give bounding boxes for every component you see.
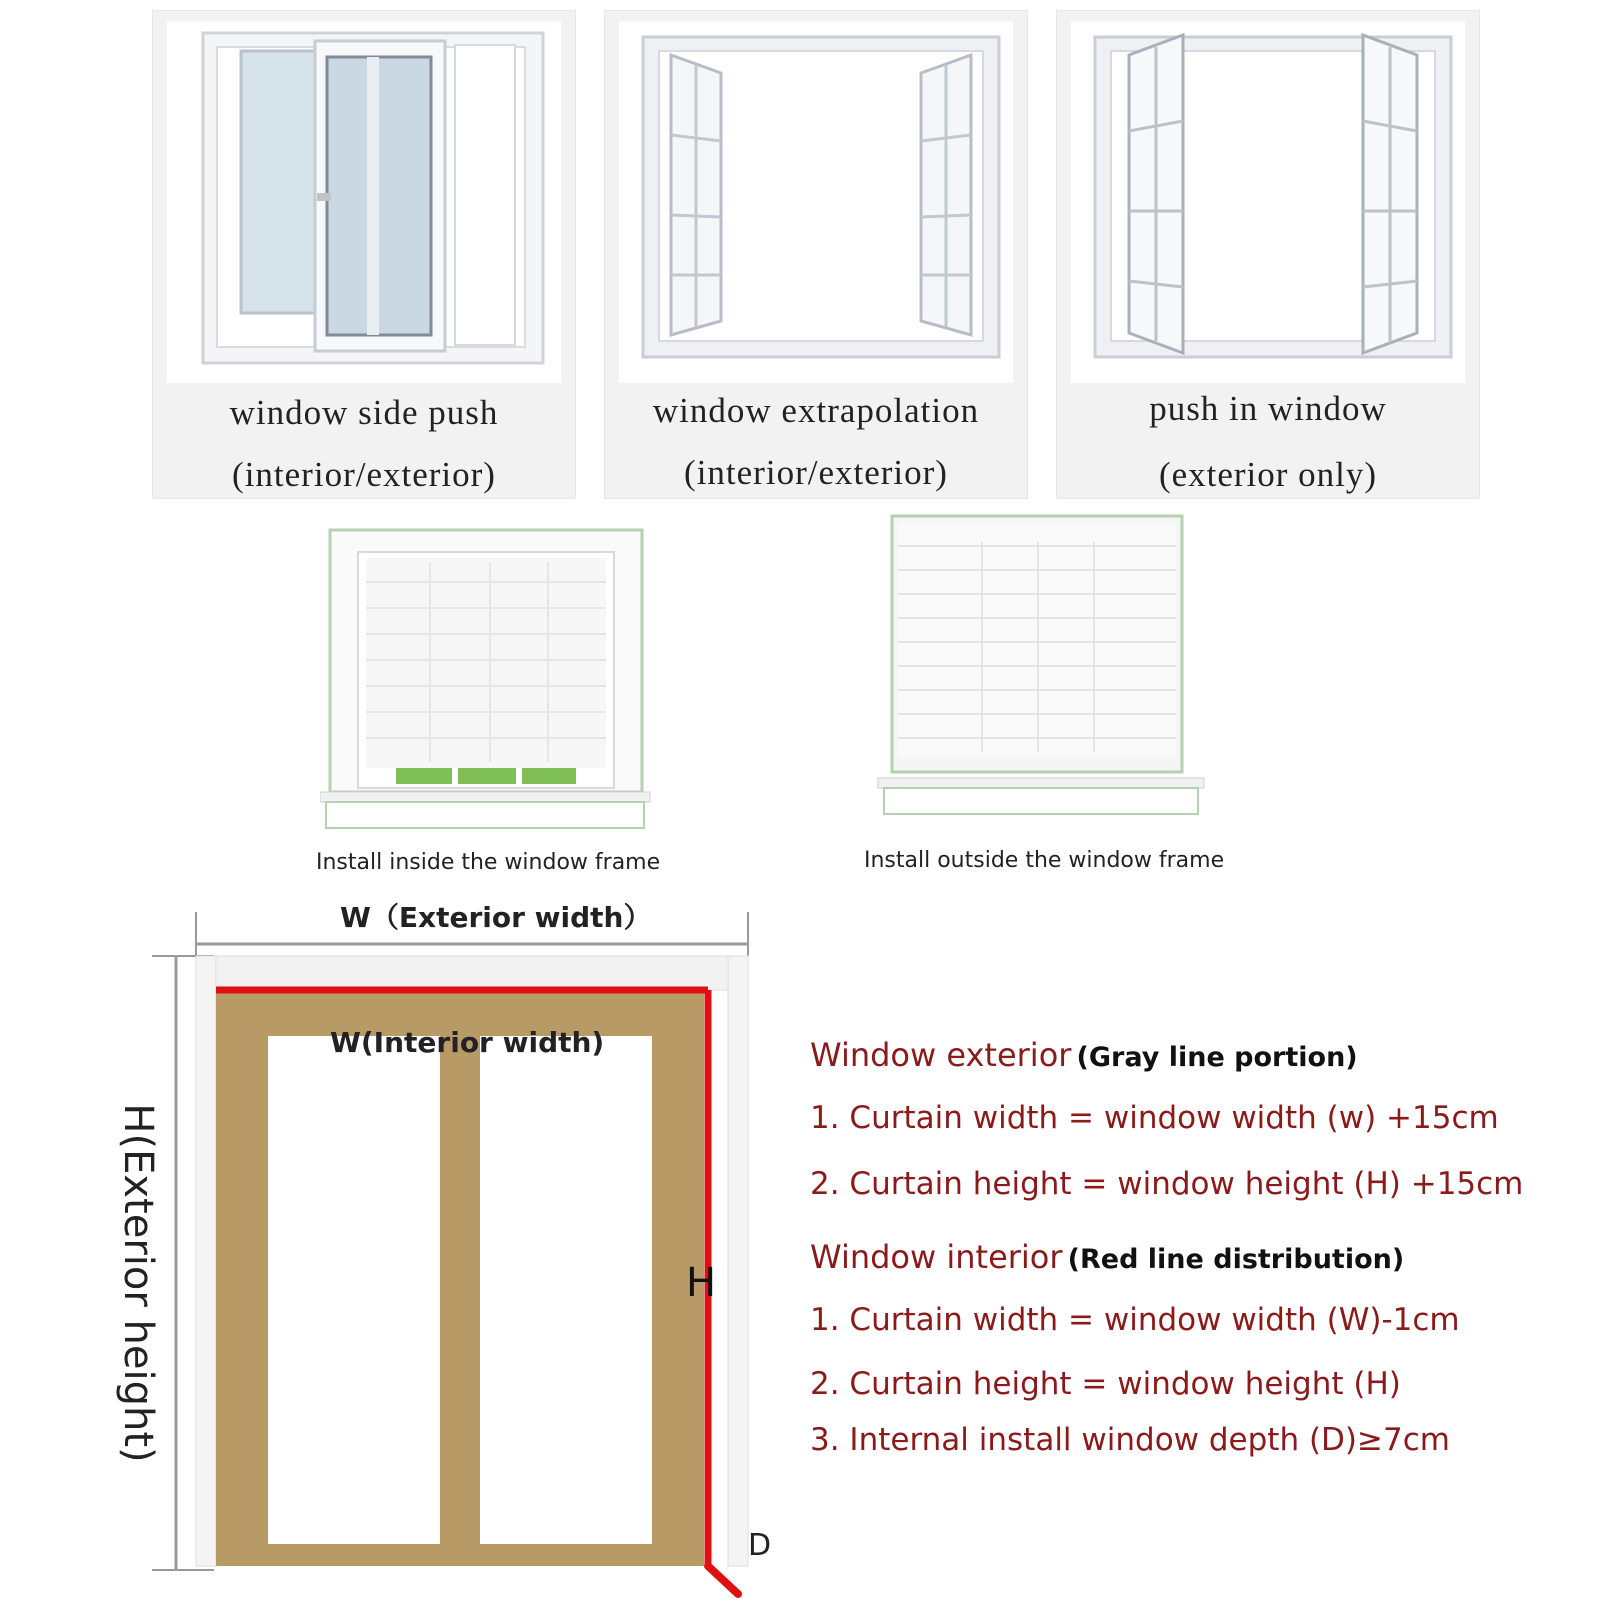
- interior-spec-1: 1. Curtain width = window width (W)-1cm: [810, 1302, 1460, 1338]
- exterior-heading-text: Window exterior: [810, 1036, 1072, 1074]
- side-push-window-image: [167, 21, 561, 383]
- exterior-heading-note: (Gray line portion): [1076, 1042, 1358, 1073]
- interior-spec-3: 3. Internal install window depth (D)≥7cm: [810, 1422, 1450, 1458]
- inside-install-caption: Install inside the window frame: [316, 850, 661, 875]
- depth-label: D: [748, 1528, 772, 1563]
- panel-push-in: [1056, 10, 1480, 499]
- exterior-spec-2: 2. Curtain height = window height (H) +15cm: [810, 1166, 1524, 1202]
- interior-width-label: W(Interior width): [330, 1026, 605, 1059]
- panel-extrapolation: [604, 10, 1028, 499]
- push-in-note: (exterior only): [1158, 455, 1378, 494]
- outside-install-caption: Install outside the window frame: [864, 848, 1225, 873]
- interior-spec-2: 2. Curtain height = window height (H): [810, 1366, 1401, 1402]
- side-push-title: window side push: [229, 393, 499, 432]
- inside-install-image: [320, 522, 660, 842]
- interior-height-label: H: [686, 1260, 717, 1306]
- measurement-diagram: [110, 900, 790, 1600]
- outside-install-image: [872, 512, 1212, 832]
- extrapolation-title: window extrapolation: [652, 391, 980, 430]
- exterior-width-label: W（Exterior width）: [340, 901, 652, 934]
- extrapolation-note: (interior/exterior): [684, 453, 948, 492]
- panel-side-push: [152, 10, 576, 499]
- interior-heading-text: Window interior: [810, 1238, 1063, 1276]
- side-push-note: (interior/exterior): [232, 455, 496, 494]
- interior-heading-note: (Red line distribution): [1067, 1244, 1405, 1275]
- exterior-heading: [810, 1036, 1358, 1074]
- push-in-title: push in window: [1149, 389, 1387, 428]
- interior-heading: [810, 1238, 1404, 1276]
- exterior-height-label: H(Exterior height): [115, 1103, 161, 1463]
- push-in-window-image: [1071, 21, 1465, 383]
- extrapolation-window-image: [619, 21, 1013, 383]
- exterior-spec-1: 1. Curtain width = window width (w) +15cm: [810, 1100, 1499, 1136]
